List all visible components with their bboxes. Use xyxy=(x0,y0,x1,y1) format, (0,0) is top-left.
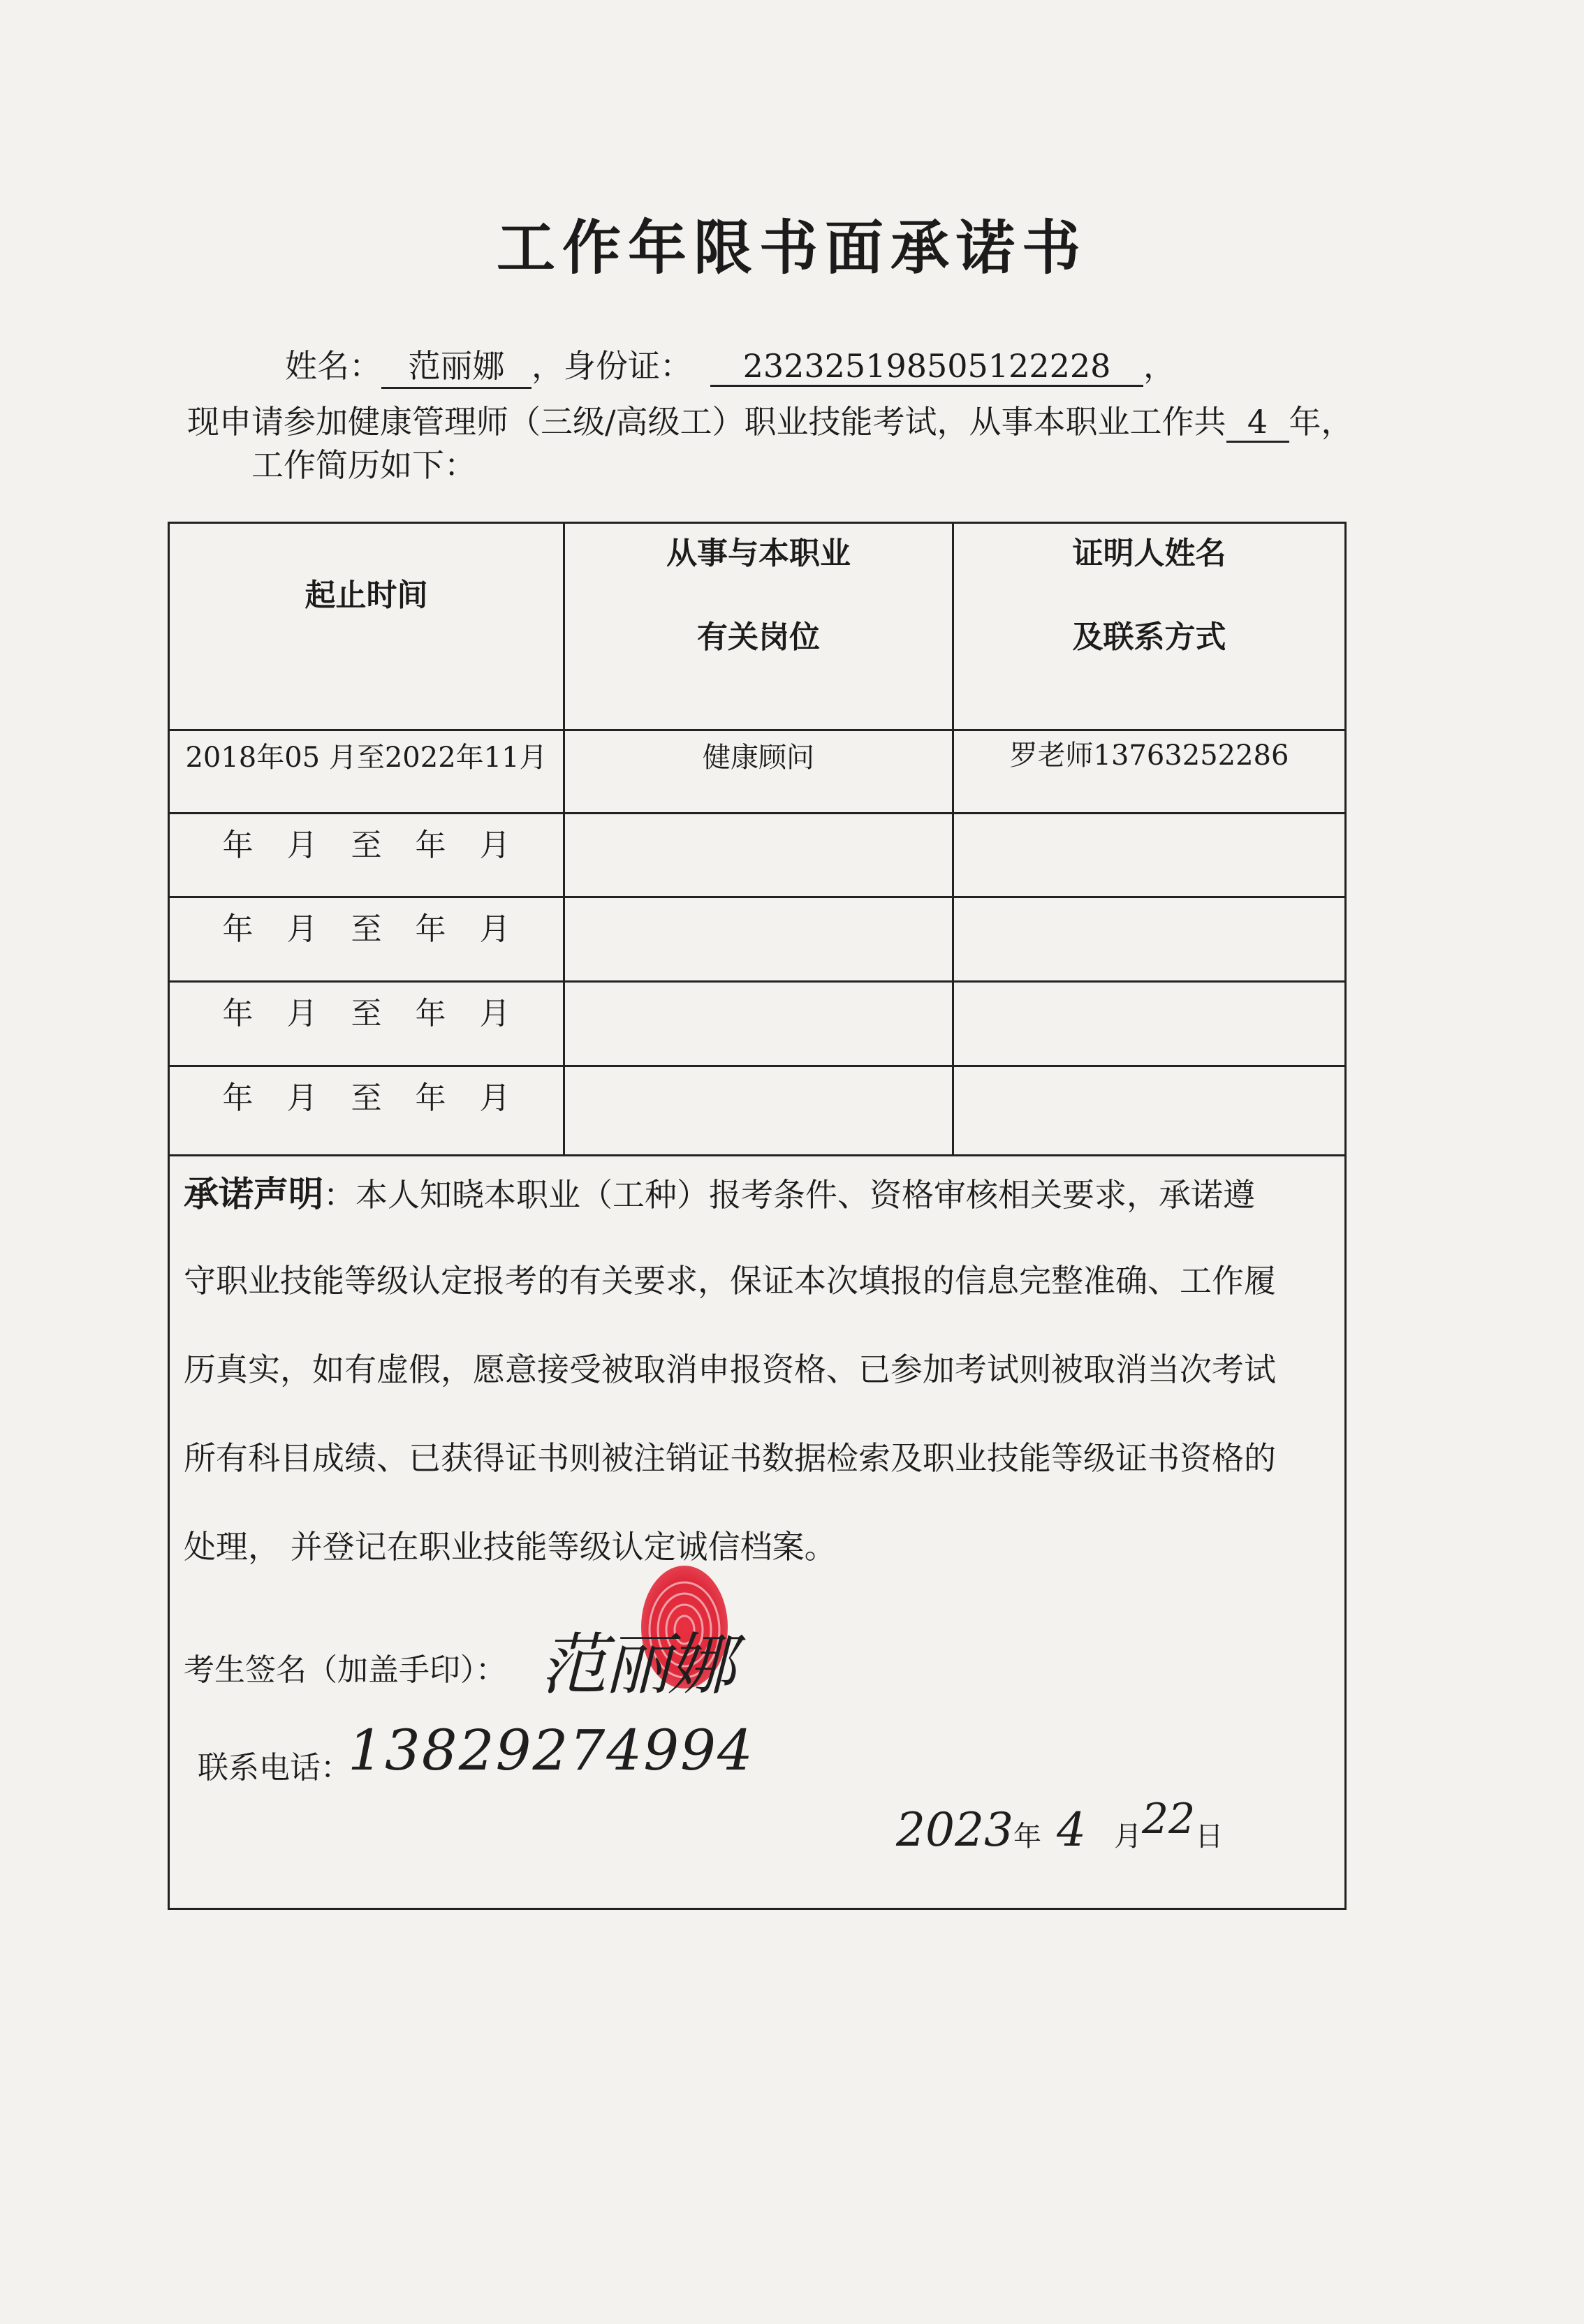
phone-label: 联系电话： xyxy=(198,1750,351,1786)
date-year-unit: 年 xyxy=(1013,1821,1041,1853)
years-field[interactable]: 4 xyxy=(1226,403,1289,443)
applicant-line xyxy=(285,341,1175,389)
header-position-line2: 有关岗位 xyxy=(697,619,820,655)
date-day[interactable]: 22 xyxy=(1141,1795,1196,1844)
row-3-period[interactable]: 年 月 至 年 月 xyxy=(222,911,511,947)
signature-label: 考生签名（加盖手印）： xyxy=(184,1652,506,1688)
statement-line-3: 历真实，如有虚假，愿意接受被取消申报资格、已参加考试则被取消当次考试 xyxy=(184,1351,1276,1388)
row-5-period[interactable]: 年 月 至 年 月 xyxy=(222,1080,511,1116)
years-unit: 年， xyxy=(1289,403,1354,441)
exam-line xyxy=(187,397,1354,443)
row-1-reference[interactable]: 罗老师13763252286 xyxy=(1009,740,1289,772)
statement-line-5: 处理， 并登记在职业技能等级认定诚信档案。 xyxy=(184,1528,837,1566)
name-label: 姓名： xyxy=(285,347,381,385)
header-position-line1: 从事与本职业 xyxy=(666,536,851,571)
row-divider xyxy=(170,980,1344,983)
row-1-period[interactable]: 2018年05 月至2022年11月 xyxy=(185,742,548,774)
handwritten-signature[interactable]: 范丽娜 xyxy=(540,1626,733,1704)
id-label: ，身份证： xyxy=(531,347,692,385)
phone-value[interactable]: 13829274994 xyxy=(348,1718,754,1783)
row-divider xyxy=(170,1154,1344,1156)
exam-prefix: 现申请参加健康管理师（三级/高级工）职业技能考试，从事本职业工作共 xyxy=(187,403,1226,441)
document-title: 工作年限书面承诺书 xyxy=(496,214,1087,282)
id-number-field[interactable]: 232325198505122228 xyxy=(710,347,1143,387)
row-2-period[interactable]: 年 月 至 年 月 xyxy=(222,828,511,863)
id-suffix: ， xyxy=(1143,347,1175,385)
header-reference-line1: 证明人姓名 xyxy=(1072,536,1226,571)
signing-date xyxy=(896,1795,1224,1857)
date-month-unit: 月 xyxy=(1113,1821,1142,1853)
statement-line-2: 守职业技能等级认定报考的有关要求，保证本次填报的信息完整准确、工作履 xyxy=(184,1262,1276,1300)
resume-intro: 工作简历如下： xyxy=(251,446,476,484)
date-day-unit: 日 xyxy=(1195,1821,1224,1853)
statement-line-4: 所有科目成绩、已获得证书则被注销证书数据检索及职业技能等级证书资格的 xyxy=(184,1439,1276,1477)
row-divider xyxy=(170,729,1344,731)
statement-line-1 xyxy=(184,1166,1329,1216)
date-month[interactable]: 4 xyxy=(1056,1803,1086,1857)
name-field[interactable]: 范丽娜 xyxy=(381,341,531,389)
statement-label: 承诺声明 xyxy=(184,1173,323,1214)
date-year[interactable]: 2023 xyxy=(896,1803,1013,1857)
row-divider xyxy=(170,1065,1344,1067)
row-divider xyxy=(170,896,1344,898)
header-reference-line2: 及联系方式 xyxy=(1072,619,1226,655)
statement-text-1: ：本人知晓本职业（工种）报考条件、资格审核相关要求，承诺遵 xyxy=(323,1176,1255,1214)
header-period: 起止时间 xyxy=(305,578,428,613)
row-divider xyxy=(170,812,1344,814)
row-4-period[interactable]: 年 月 至 年 月 xyxy=(222,996,511,1031)
work-history-table xyxy=(168,522,1347,1910)
row-1-position[interactable]: 健康顾问 xyxy=(703,742,814,774)
